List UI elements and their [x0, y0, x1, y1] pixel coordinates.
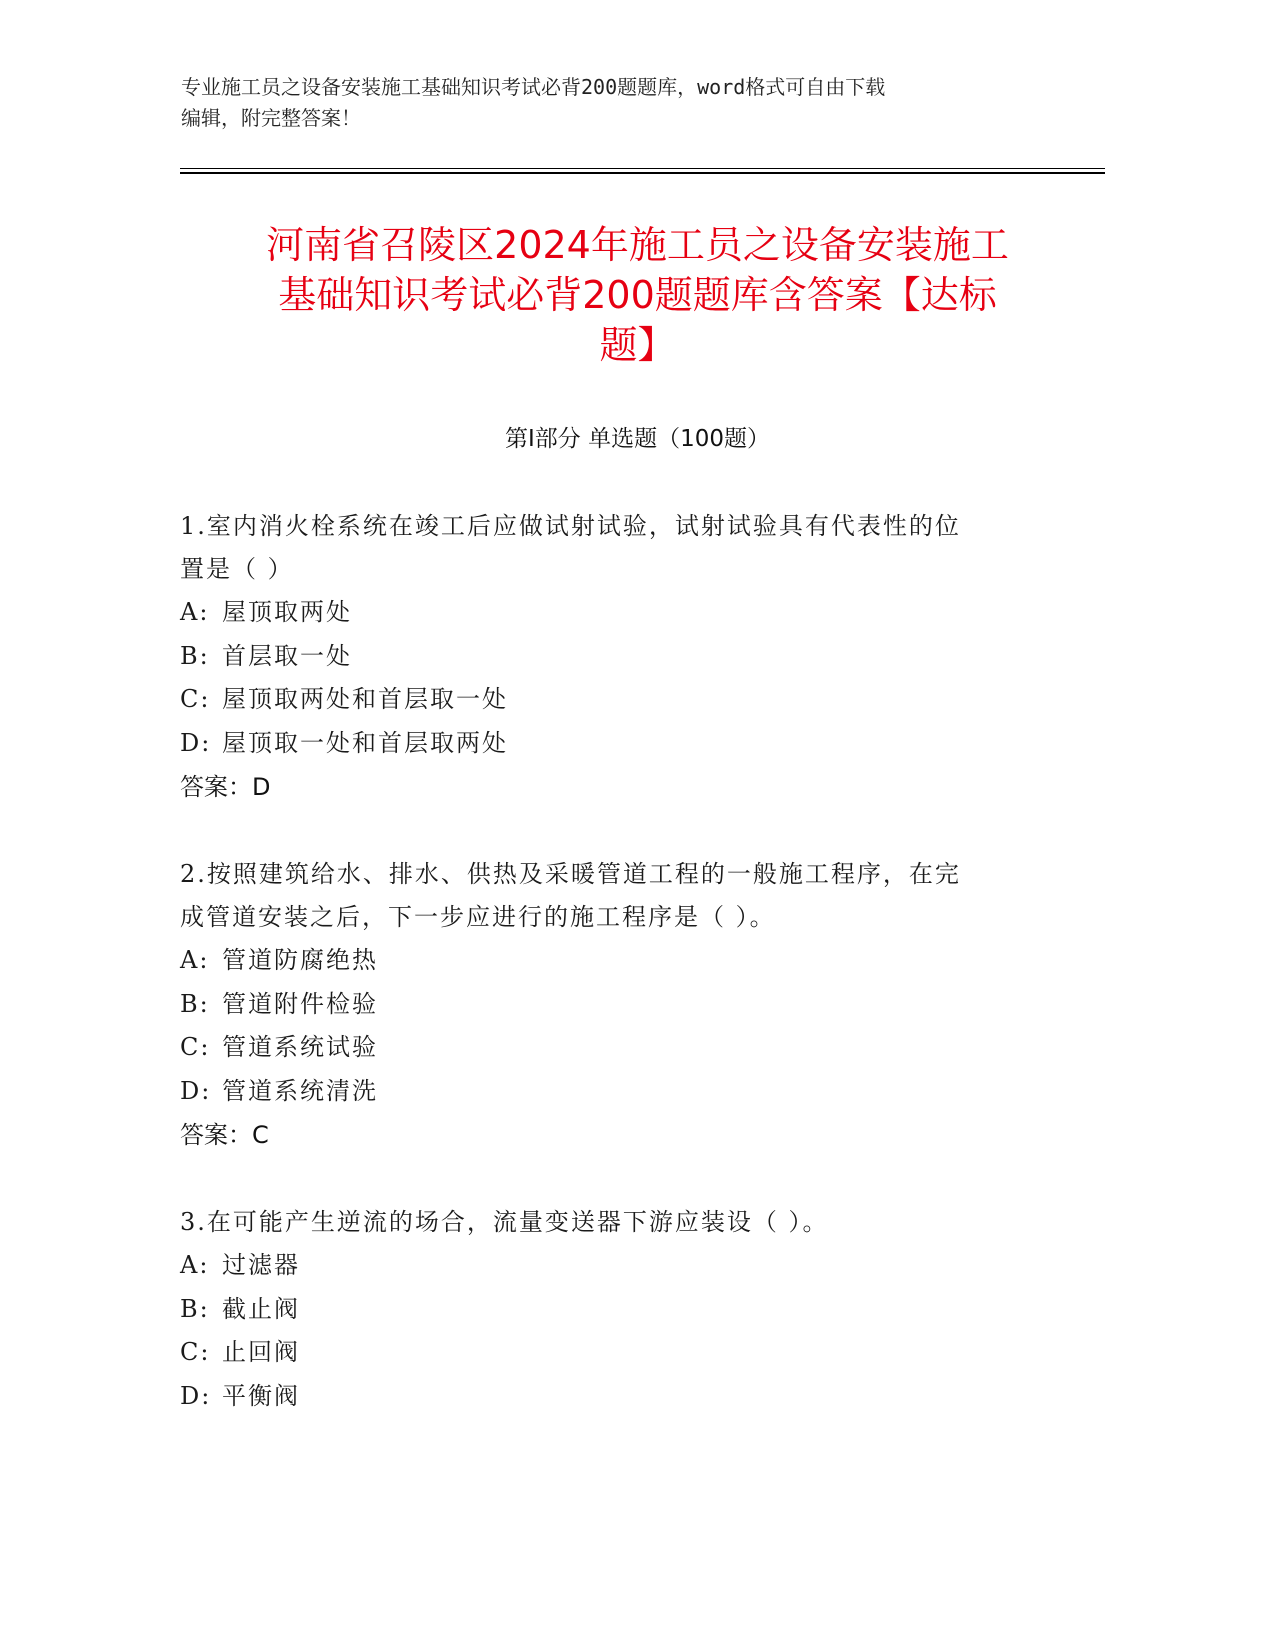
question-stem-line: 置是（ ）	[180, 555, 294, 583]
option-text: 屋顶取两处和首层取一处	[222, 685, 508, 713]
option-text: 管道防腐绝热	[222, 946, 378, 974]
option-d	[180, 1375, 1020, 1419]
document-title-line-3: 题】	[599, 323, 676, 367]
question-2	[180, 853, 1020, 1157]
question-stem-line: 成管道安装之后，下一步应进行的施工程序是（ ）。	[180, 903, 776, 931]
option-text: 屋顶取一处和首层取两处	[222, 728, 508, 757]
option-text: 平衡阀	[222, 1381, 300, 1410]
option-c	[180, 1026, 1020, 1070]
header-divider-top	[180, 168, 1105, 169]
option-letter: D:	[180, 1381, 212, 1410]
question-list	[180, 505, 1020, 1462]
option-text: 管道系统清洗	[222, 1076, 378, 1105]
option-b	[180, 1288, 1020, 1332]
option-c	[180, 678, 1020, 722]
option-a	[180, 1244, 1020, 1288]
option-b	[180, 635, 1020, 679]
option-text: 过滤器	[222, 1251, 300, 1279]
question-stem-line: 2.按照建筑给水、排水、供热及采暖管道工程的一般施工程序，在完	[180, 860, 961, 888]
option-letter: B:	[180, 989, 210, 1018]
option-letter: C:	[180, 1033, 211, 1061]
option-letter: B:	[180, 641, 210, 670]
option-letter: C:	[180, 685, 211, 713]
option-text: 截止阀	[222, 1294, 300, 1323]
option-letter: D:	[180, 1076, 212, 1105]
option-c	[180, 1331, 1020, 1375]
question-stem	[180, 1201, 1020, 1244]
question-stem	[180, 853, 1020, 939]
document-title	[175, 220, 1100, 370]
answer-line: 答案：D	[180, 773, 271, 801]
section-title: 第Ⅰ部分 单选题（100题）	[505, 426, 770, 452]
header-note	[181, 72, 1061, 134]
option-letter: A:	[180, 1251, 210, 1279]
option-d	[180, 1070, 1020, 1114]
question-stem-line: 3.在可能产生逆流的场合，流量变送器下游应装设（ ）。	[180, 1208, 829, 1236]
header-note-line-2: 编辑，附完整答案！	[181, 106, 361, 130]
option-letter: D:	[180, 728, 212, 757]
option-letter: C:	[180, 1338, 211, 1366]
document-title-line-1: 河南省召陵区2024年施工员之设备安装施工	[266, 223, 1009, 267]
question-3	[180, 1201, 1020, 1418]
option-a	[180, 591, 1020, 635]
option-text: 管道系统试验	[222, 1033, 378, 1061]
document-title-line-2: 基础知识考试必背200题题库含答案【达标	[278, 273, 997, 317]
question-1	[180, 505, 1020, 809]
option-letter: A:	[180, 946, 210, 974]
option-d	[180, 722, 1020, 766]
option-text: 屋顶取两处	[222, 598, 352, 626]
option-letter: A:	[180, 598, 210, 626]
header-divider-bottom	[180, 172, 1105, 174]
answer-line: 答案：C	[180, 1121, 269, 1149]
option-text: 首层取一处	[222, 641, 352, 670]
option-text: 止回阀	[222, 1338, 300, 1366]
option-b	[180, 983, 1020, 1027]
option-text: 管道附件检验	[222, 989, 378, 1018]
header-note-line-1: 专业施工员之设备安装施工基础知识考试必背200题题库，word格式可自由下载	[181, 75, 886, 99]
option-letter: B:	[180, 1294, 210, 1323]
option-a	[180, 939, 1020, 983]
question-stem	[180, 505, 1020, 591]
question-stem-line: 1.室内消火栓系统在竣工后应做试射试验，试射试验具有代表性的位	[180, 512, 961, 540]
